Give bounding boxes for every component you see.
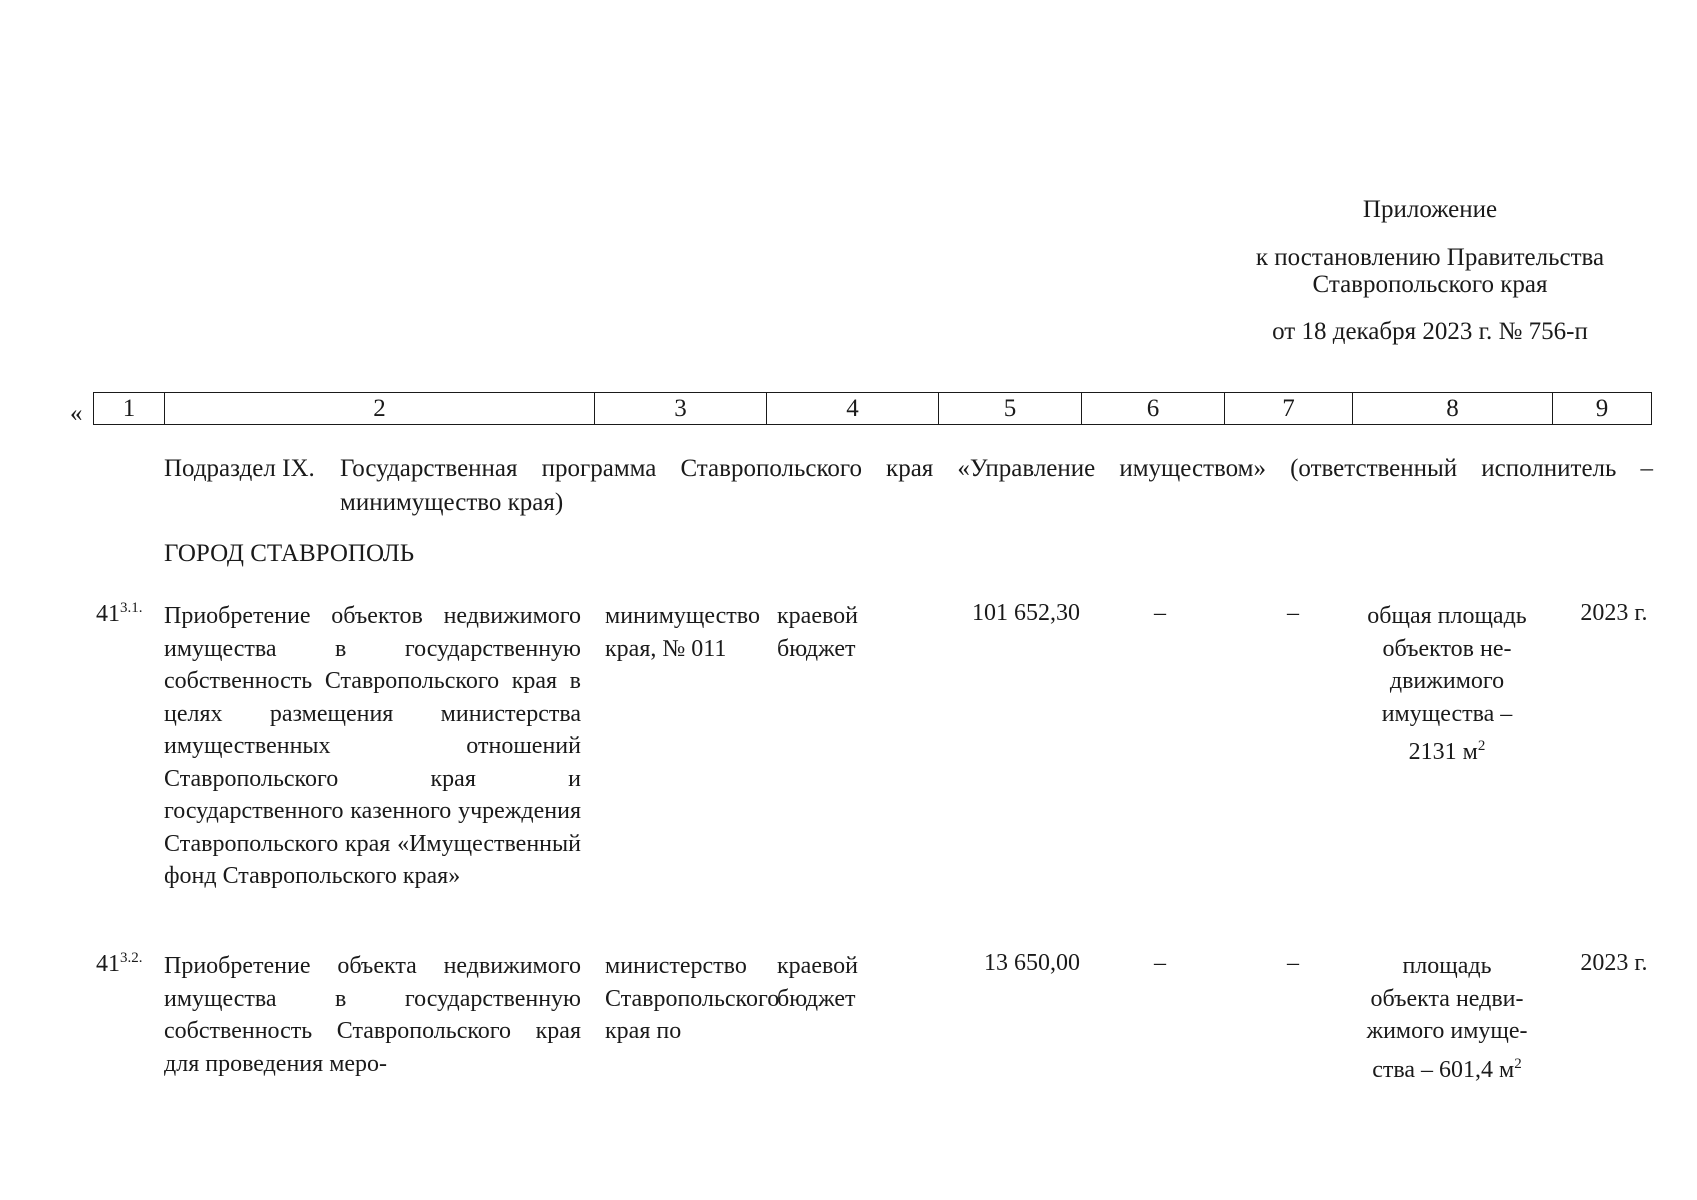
- appendix-title: Приложение: [1362, 196, 1498, 223]
- column-number-row: [94, 393, 1652, 425]
- column-number-cell: 4: [767, 393, 939, 425]
- row-number: $41^{3.1.}$: [96, 600, 143, 627]
- row-description: Приобретение объекта недвижимого имущества в государственную собственность Ставропольского края для проведения меро-: [164, 953, 581, 1077]
- row-budget-source: краевой бюджет: [777, 953, 858, 1012]
- subsection-label: Подраздел IX.: [164, 455, 315, 482]
- decree-reference: [1186, 244, 1674, 298]
- column-number-cell: 5: [939, 393, 1082, 425]
- decree-reference-line-2: Ставропольского края: [1312, 271, 1548, 298]
- column-number-cell: 8: [1353, 393, 1553, 425]
- column-number-cell: 9: [1553, 393, 1652, 425]
- column-number-table: [93, 392, 1652, 425]
- decree-reference-line-1: к постановлению Правительства: [1255, 244, 1605, 271]
- row-number: $41^{3.2.}$: [96, 950, 143, 977]
- row-amount: 101 652,30: [972, 600, 1080, 626]
- subsection-text: Государственная программа Ставропольского края «Управление имуществом» (ответственный исполнитель – минимущество края): [340, 455, 1653, 516]
- column-number-cell: 7: [1225, 393, 1353, 425]
- column-number-cell: 2: [165, 393, 595, 425]
- row-executor: минимущество края, № 011: [605, 603, 760, 662]
- row-amount: 13 650,00: [984, 950, 1080, 976]
- row-year: 2023 г.: [1580, 950, 1648, 976]
- row-executor: министерство Ставропольского края по: [605, 953, 780, 1044]
- column-number-cell: 6: [1082, 393, 1225, 425]
- row-column-7: –: [1287, 950, 1299, 976]
- city-heading: ГОРОД СТАВРОПОЛЬ: [164, 540, 415, 567]
- row-column-7: –: [1287, 600, 1299, 626]
- row-result: площадь объекта недви- жимого имуще- ства – 601,4 $м^2$: [1366, 953, 1528, 1083]
- opening-quote: «: [70, 400, 83, 427]
- row-description: Приобретение объектов недвижимого имущества в государственную собственность Ставропольского края в целях размещения министерства имущественных отношений Ставропольского края и государственного казенного учреждения Ставропольского края «Имущественный фонд Ставропольского края»: [164, 603, 581, 889]
- subsection-heading: [164, 452, 1653, 520]
- row-column-6: –: [1154, 600, 1166, 626]
- column-number-cell: 1: [94, 393, 165, 425]
- row-column-6: –: [1154, 950, 1166, 976]
- row-budget-source: краевой бюджет: [777, 603, 858, 662]
- row-result: общая площадь объектов не- движимого имущества – 2131 $м^2$: [1367, 603, 1527, 765]
- row-year: 2023 г.: [1580, 600, 1648, 626]
- decree-date: от 18 декабря 2023 г. № 756-п: [1272, 318, 1588, 345]
- column-number-cell: 3: [595, 393, 767, 425]
